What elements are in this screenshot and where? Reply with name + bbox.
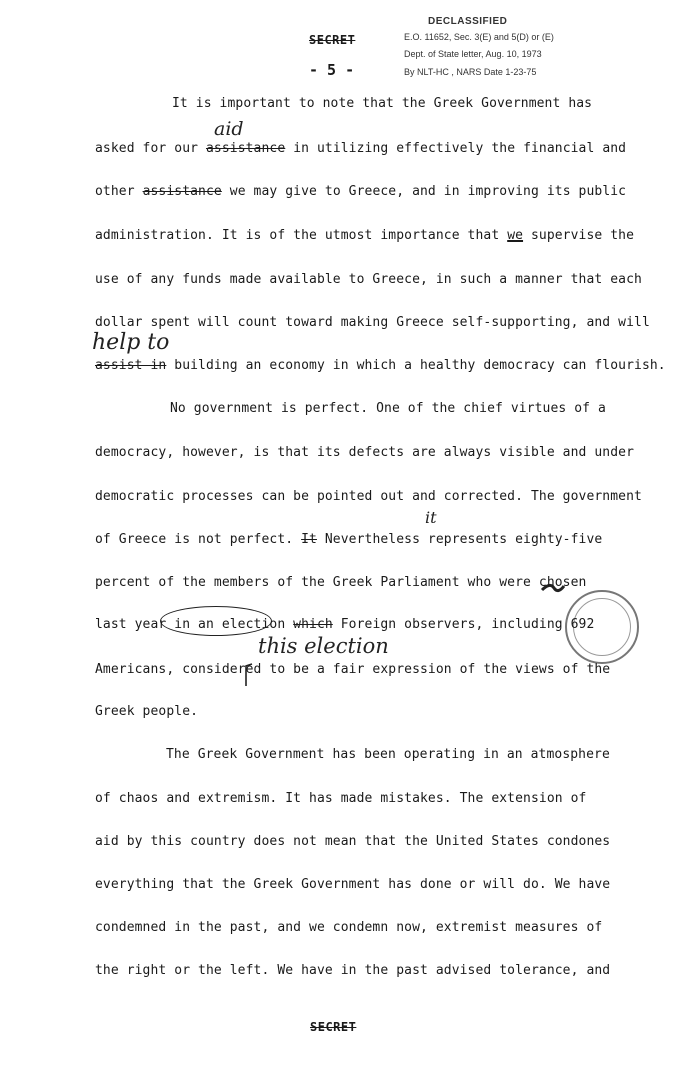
body-line: everything that the Greek Government has done or will do. We have (95, 877, 611, 892)
body-line: The Greek Government has been operating in an atmosphere (166, 747, 610, 762)
body-line: percent of the members of the Greek Parliament who were chosen (95, 575, 587, 590)
page-number: - 5 - (309, 61, 355, 79)
body-line: Greek people. (95, 704, 199, 719)
classification-header: SECRET (309, 33, 356, 47)
handwritten-it: it (425, 508, 437, 527)
body-line: of chaos and extremism. It has made mistakes. The extension of (95, 791, 587, 806)
declass-line-3: By NLT-HC , NARS Date 1-23-75 (404, 67, 537, 77)
handwritten-aid: aid (214, 118, 244, 140)
handwritten-this-election: this election (258, 634, 389, 658)
body-line: last year in an election which Foreign observers, including 692 (95, 617, 595, 632)
struck-text: assist in (95, 358, 167, 373)
declass-title: DECLASSIFIED (428, 16, 508, 27)
declass-line-1: E.O. 11652, Sec. 3(E) and 5(D) or (E) (404, 32, 554, 42)
body-line: democratic processes can be pointed out and corrected. The government (95, 489, 642, 504)
handwritten-help-to: help to (92, 330, 170, 355)
body-line: the right or the left. We have in the past advised tolerance, and (95, 963, 611, 978)
body-line: use of any funds made available to Greece, in such a manner that each (95, 272, 642, 287)
body-line: condemned in the past, and we condemn now, extremist measures of (95, 920, 603, 935)
body-line: aid by this country does not mean that the United States condones (95, 834, 611, 849)
body-line: No government is perfect. One of the chief virtues of a (170, 401, 606, 416)
body-line: assist in building an economy in which a healthy democracy can flourish. (95, 358, 666, 373)
body-line: It is important to note that the Greek Government has (172, 96, 593, 111)
body-line: Americans, considered to be a fair expression of the views of the (95, 662, 611, 677)
struck-text: which (293, 617, 333, 632)
classification-footer: SECRET (310, 1020, 357, 1034)
struck-text: assistance (205, 141, 286, 156)
body-line: democracy, however, is that its defects are always visible and under (95, 445, 635, 460)
body-line: other assistance we may give to Greece, and in improving its public (95, 184, 627, 199)
declass-line-2: Dept. of State letter, Aug. 10, 1973 (404, 49, 542, 59)
body-line: of Greece is not perfect. It Nevertheless represents eighty-five (95, 532, 603, 547)
body-line: dollar spent will count toward making Greece self-supporting, and will (95, 315, 650, 330)
underlined-text: we (507, 228, 524, 243)
body-line: asked for our assistance in utilizing effectively the financial and (95, 141, 627, 156)
struck-text: assistance (142, 184, 222, 199)
struck-text: It (301, 532, 317, 547)
body-line: administration. It is of the utmost importance that we supervise the (95, 228, 635, 243)
